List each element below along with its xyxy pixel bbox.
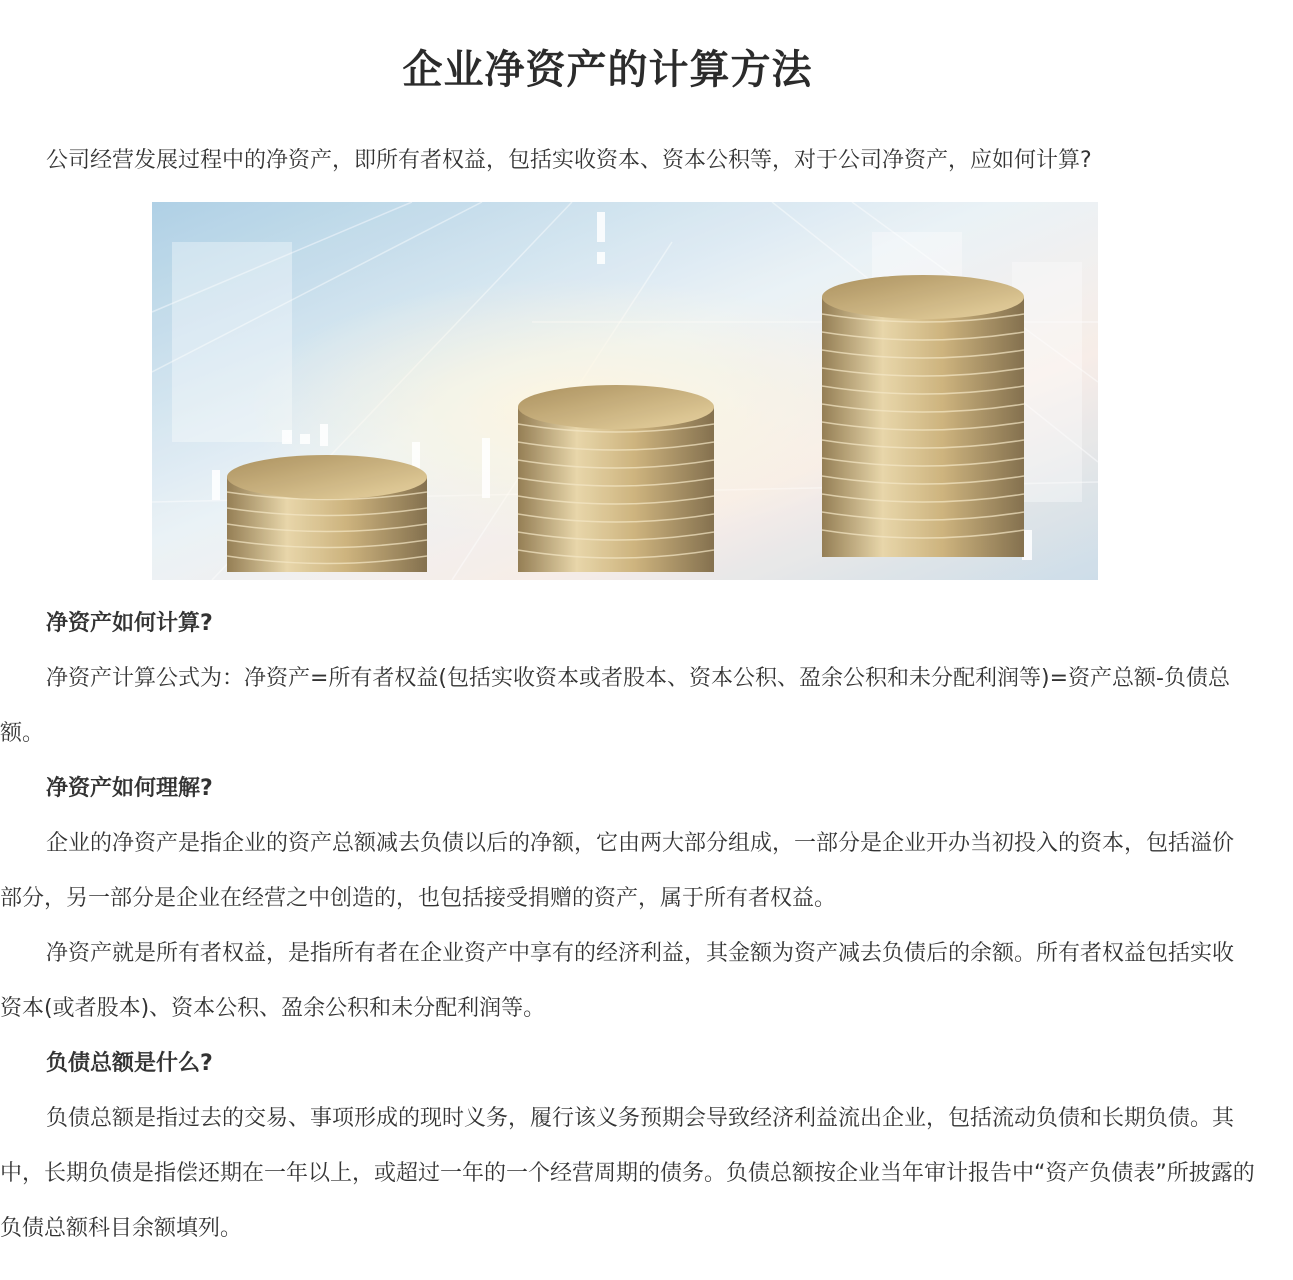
section-paragraph-understand-1: 企业的净资产是指企业的资产总额减去负债以后的净额，它由两大部分组成，一部分是企业开办当初投入的资本，包括溢价部分，另一部分是企业在经营之中创造的，也包括接受捐赠的资产，属于所有者权益。 [0,831,1235,911]
section-heading-understand: 净资产如何理解? [46,776,213,801]
section-paragraph-understand-2: 净资产就是所有者权益，是指所有者在企业资产中享有的经济利益，其金额为资产减去负债后的余额。所有者权益包括实收资本(或者股本)、资本公积、盈余公积和未分配利润等。 [0,941,1235,1021]
hero-image [152,202,1098,580]
page-title: 企业净资产的计算方法 [402,47,813,93]
section-paragraph-liabilities: 负债总额是指过去的交易、事项形成的现时义务，履行该义务预期会导致经济利益流出企业，包括流动负债和长期负债。其中，长期负债是指偿还期在一年以上，或超过一年的一个经营周期的债务。负债总额按企业当年审计报告中“资产负债表”所披露的负债总额科目余额填列。 [0,1106,1255,1241]
coins-illustration [152,202,1098,580]
section-heading-calc: 净资产如何计算? [46,611,213,636]
section-paragraph-calc: 净资产计算公式为：净资产=所有者权益(包括实收资本或者股本、资本公积、盈余公积和未分配利润等)=资产总额-负债总额。 [0,666,1230,746]
intro-paragraph: 公司经营发展过程中的净资产，即所有者权益，包括实收资本、资本公积等，对于公司净资产，应如何计算? [46,148,1092,173]
section-heading-liabilities: 负债总额是什么? [46,1051,213,1076]
